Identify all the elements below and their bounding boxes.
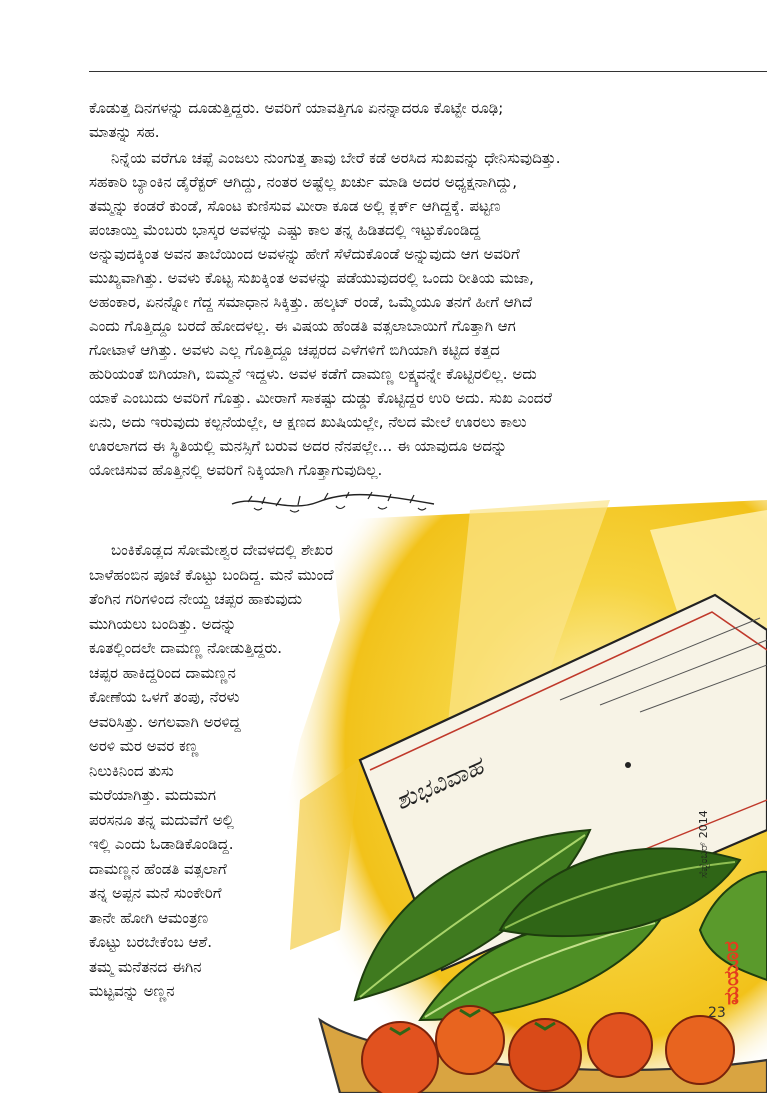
paragraph-2	[89, 146, 689, 482]
card-title: ಶುಭವಿವಾಹ	[391, 752, 488, 816]
text-line: ಮರೆಯಾಗಿತ್ತು. ಮದುಮಗ	[89, 786, 217, 804]
text-line: ನಿನ್ನೆಯ ವರೆಗೂ ಚಪ್ಪೆ ಎಂಜಲು ನುಂಗುತ್ತ ತಾವು ಬೇರೆ ಕಡೆ ಅರಸಿದ ಸುಖವನ್ನು ಧೇನಿಸುವುದಿತ್ತು.	[111, 149, 561, 167]
text-line: ಸಹಕಾರಿ ಬ್ಯಾಂಕಿನ ಡೈರೆಕ್ಟರ್ ಆಗಿದ್ದು, ನಂತರ ಅಷ್ಟೆಲ್ಲ ಖರ್ಚು ಮಾಡಿ ಅದರ ಅಧ್ಯಕ್ಷನಾಗಿದ್ದು,	[89, 173, 517, 191]
text-line: ಪರಸನೂ ತನ್ನ ಮದುವೆಗೆ ಅಲ್ಲಿ	[89, 810, 234, 829]
text-line: ಮಟ್ಟವನ್ನು ಅಣ್ಣನ	[89, 982, 175, 1000]
text-line: ಹುರಿಯಂತೆ ಬಿಗಿಯಾಗಿ, ಬಿಮ್ಮನೆ ಇದ್ದಳು. ಅವಳ ಕಡೆಗೆ ದಾಮಣ್ಣ ಲಕ್ಷ್ಯವನ್ನೇ ಕೊಟ್ಟಿರಲಿಲ್ಲ. ಅದು	[89, 365, 537, 383]
text-line: ತಾನೇ ಹೋಗಿ ಆಮಂತ್ರಣ	[89, 908, 209, 927]
text-line: ಕೋಣೆಯ ಒಳಗೆ ತಂಪು, ನೆರಳು	[89, 688, 240, 706]
text-line: ತಮ್ಮ ಮನೆತನದ ಈಗಿನ	[89, 957, 202, 976]
text-line: ಚಪ್ಪರ ಹಾಕಿದ್ದರಿಂದ ದಾಮಣ್ಣನ	[89, 663, 236, 682]
text-line: ಯಾಕೆ ಎಂಬುದು ಅವರಿಗೆ ಗೊತ್ತು. ಮೀರಾಗೆ ಸಾಕಷ್ಟು ದುಡ್ಡು ಕೊಟ್ಟಿದ್ದರ ಉರಿ ಅದು. ಸುಖ ಎಂದರೆ	[89, 389, 553, 407]
text-line: ಬಾಳೆಹಂಬಿನ ಪೂಜೆ ಕೊಟ್ಟು ಬಂದಿದ್ದ. ಮನೆ ಮುಂದೆ	[89, 565, 334, 584]
text-line: ಮುಖ್ಯವಾಗಿತ್ತು. ಅವಳು ಕೊಟ್ಟ ಸುಖಕ್ಕಿಂತ ಅವಳನ್ನು ಪಡೆಯುವುದರಲ್ಲಿ ಒಂದು ರೀತಿಯ ಮಜಾ,	[89, 269, 534, 287]
text-line: ಎಂದು ಗೊತ್ತಿದ್ದೂ ಬರದೆ ಹೋದಳಲ್ಲ. ಈ ವಿಷಯ ಹೆಂಡತಿ ವತ್ಸಲಾಬಾಯಿಗೆ ಗೊತ್ತಾಗಿ ಆಗ	[89, 317, 516, 335]
text-line: ಬಂಕಿಕೊಡ್ಲದ ಸೋಮೇಶ್ವರ ದೇವಳದಲ್ಲಿ ಶೇಖರ	[111, 541, 333, 559]
text-line: ಯೋಚಿಸುವ ಹೊತ್ತಿನಲ್ಲಿ ಅವರಿಗೆ ನಿಕ್ಕಿಯಾಗಿ ಗೊತ್ತಾಗುವುದಿಲ್ಲ.	[89, 461, 383, 479]
text-line: ಕೊಡುತ್ತ ದಿನಗಳನ್ನು ದೂಡುತ್ತಿದ್ದರು. ಅವರಿಗೆ ಯಾವತ್ತಿಗೂ ಏನನ್ನಾದರೂ ಕೊಟ್ಟೇ ರೂಢಿ;	[89, 99, 504, 117]
text-line: ನಿಲುಕಿನಿಂದ ತುಸು	[89, 761, 174, 780]
text-line: ಇಲ್ಲಿ ಎಂದು ಓಡಾಡಿಕೊಂಡಿದ್ದ.	[89, 835, 234, 853]
text-line: ಕೊಟ್ಟು ಬರಬೇಕೆಂಬ ಆಶೆ.	[89, 933, 212, 951]
text-line: ಅಹಂಕಾರ, ಏನನ್ನೋ ಗೆದ್ದ ಸಮಾಧಾನ ಸಿಕ್ಕಿತ್ತು. ಹಲ್ಕಟ್ ರಂಡೆ, ಒಮ್ಮೆಯೂ ತನಗೆ ಹೀಗೆ ಆಗಿದೆ	[89, 293, 533, 311]
text-line: ಮುಗಿಯಲು ಬಂದಿತ್ತು. ಅದನ್ನು	[89, 614, 237, 633]
header-rule	[89, 71, 767, 72]
text-line: ದಾಮಣ್ಣನ ಹೆಂಡತಿ ವತ್ಸಲಾಗೆ	[89, 859, 227, 878]
magazine-brand: ಮಯೂರ	[719, 941, 743, 1005]
text-line: ಅರಳಿ ಮರ ಅವರ ಕಣ್ಣ	[89, 737, 199, 755]
paragraph-3	[89, 538, 419, 1004]
page-number: 23	[708, 1005, 726, 1021]
paragraph-1	[89, 96, 689, 144]
text-line: ತಮ್ಮನ್ನು ಕಂಡರೆ ಕುಂಡೆ, ಸೊಂಟ ಕುಣಿಸುವ ಮೀರಾ ಕೂಡ ಅಲ್ಲಿ ಕ್ಲರ್ಕ್ ಆಗಿದ್ದಕ್ಕೆ. ಪಟ್ಟಣ	[89, 197, 501, 215]
text-line: ಮಾತನ್ನು ಸಹ.	[89, 123, 160, 141]
text-line: ಊರಲಾಗದ ಈ ಸ್ಥಿತಿಯಲ್ಲಿ ಮನಸ್ಸಿಗೆ ಬರುವ ಅದರ ನೆನಪಲ್ಲೇ... ಈ ಯಾವುದೂ ಅದನ್ನು	[89, 437, 508, 455]
text-line: ಗೋಟಾಳೆ ಆಗಿತ್ತು. ಅವಳು ಎಲ್ಲ ಗೊತ್ತಿದ್ದೂ ಚಪ್ಪರದ ಎಳೆಗಳಿಗೆ ಬಿಗಿಯಾಗಿ ಕಟ್ಟಿದ ಕತ್ತದ	[89, 341, 500, 359]
issue-date: ಸೆಪ್ಟೆಂಬರ್ 2014	[697, 810, 710, 878]
text-line: ಕೂತಲ್ಲಿಂದಲೇ ದಾಮಣ್ಣ ನೋಡುತ್ತಿದ್ದರು.	[89, 639, 283, 657]
text-line: ಏನು, ಅದು ಇರುವುದು ಕಲ್ಪನೆಯಲ್ಲೇ, ಆ ಕ್ಷಣದ ಖುಷಿಯಲ್ಲೇ, ನೆಲದ ಮೇಲೆ ಊರಲು ಕಾಲು	[89, 413, 527, 431]
text-line: ತೆಂಗಿನ ಗರಿಗಳಿಂದ ನೇಯ್ದ ಚಪ್ಪರ ಹಾಕುವುದು	[89, 590, 303, 608]
text-line: ಅನ್ನುವುದಕ್ಕಿಂತ ಅವನ ತಾಬೆಯಿಂದ ಅವಳನ್ನು ಹೇಗೆ ಸೆಳೆದುಕೊಂಡೆ ಅನ್ನುವುದು ಆಗ ಅವರಿಗೆ	[89, 245, 520, 263]
text-line: ಆವರಿಸಿತ್ತು. ಅಗಲವಾಗಿ ಅರಳಿದ್ದ	[89, 712, 241, 731]
text-line: ಪಂಚಾಯ್ತಿ ಮೆಂಬರು ಭಾಸ್ಕರ ಅವಳನ್ನು ಎಷ್ಟು ಕಾಲ ತನ್ನ ಹಿಡಿತದಲ್ಲಿ ಇಟ್ಟುಕೊಂಡಿದ್ದ	[89, 221, 481, 239]
text-line: ತನ್ನ ಅಪ್ಪನ ಮನೆ ಸುಂಕೇರಿಗೆ	[89, 884, 222, 902]
